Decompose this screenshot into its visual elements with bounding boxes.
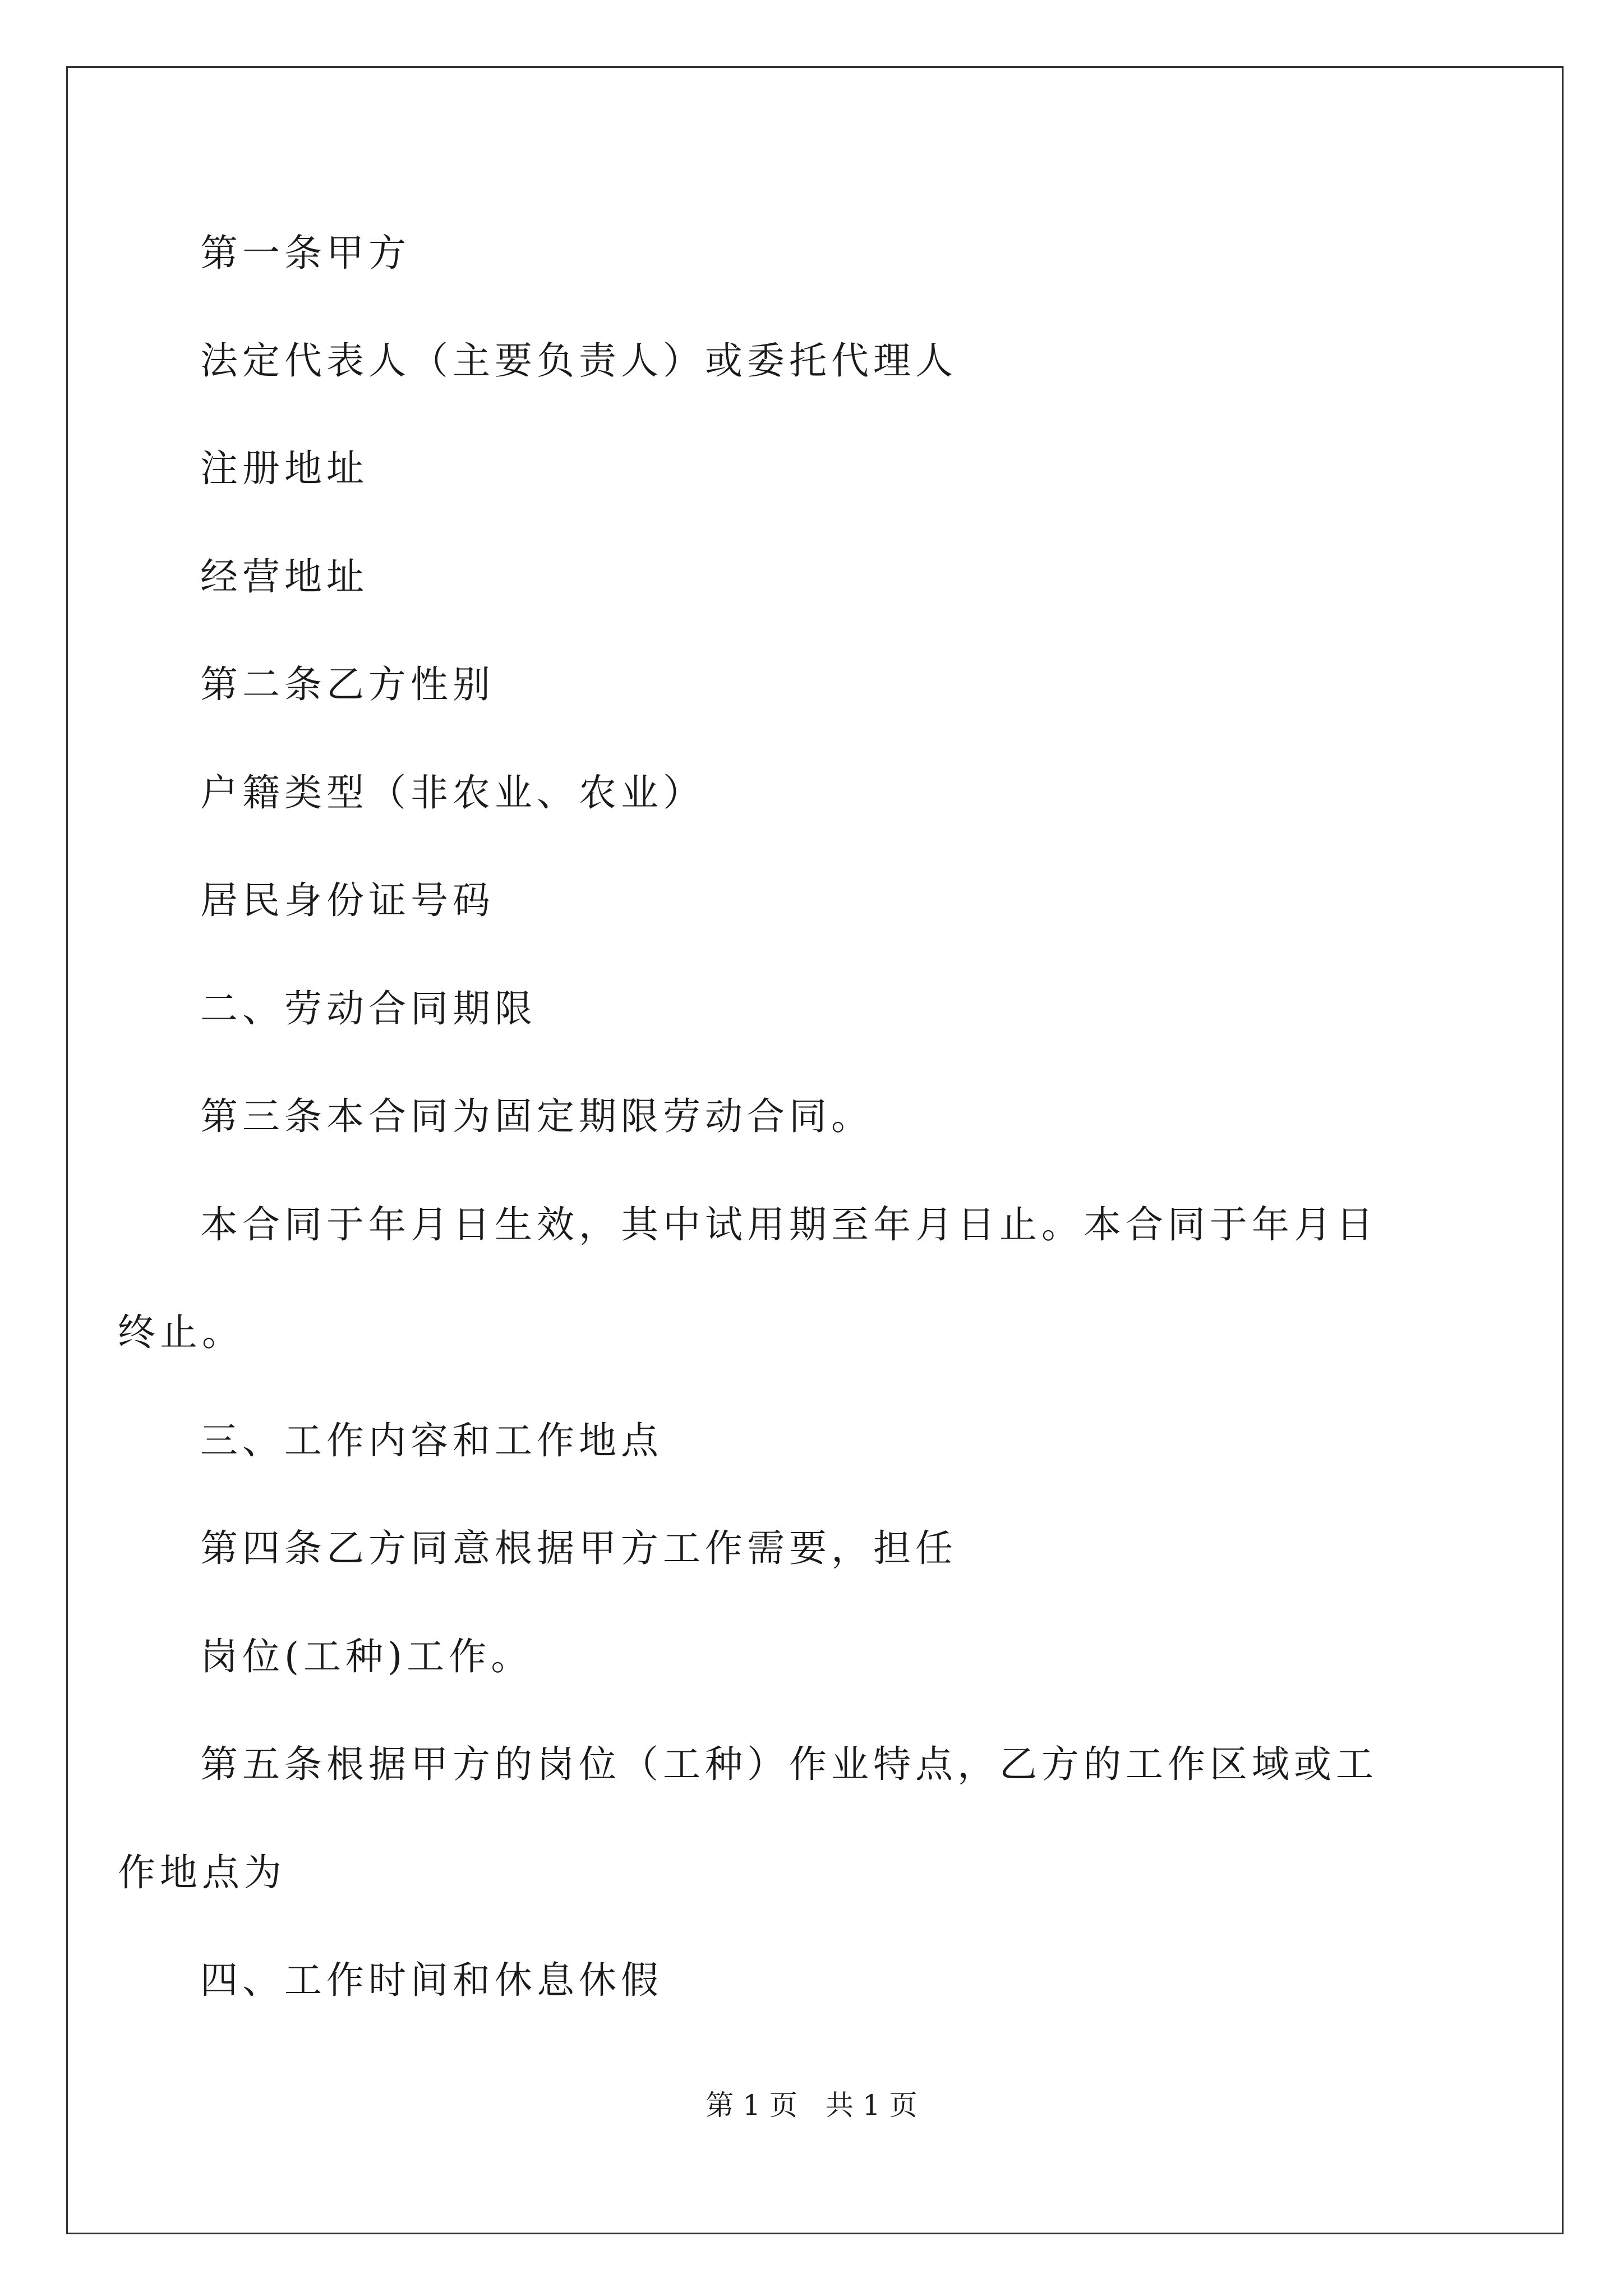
paragraph: 经营地址 — [200, 555, 368, 599]
paragraph: 第三条本合同为固定期限劳动合同。 — [200, 1094, 873, 1138]
paragraph: 第一条甲方 — [200, 231, 411, 275]
paragraph-continuation: 终止。 — [118, 1310, 244, 1354]
page-number: 第 1 页 — [706, 2089, 797, 2122]
section-heading: 四、工作时间和休息休假 — [200, 1958, 663, 2002]
section-heading: 二、劳动合同期限 — [200, 987, 537, 1030]
paragraph: 第四条乙方同意根据甲方工作需要，担任 — [200, 1526, 957, 1570]
paragraph: 居民身份证号码 — [200, 878, 495, 922]
paragraph: 注册地址 — [200, 447, 368, 490]
paragraph: 法定代表人（主要负责人）或委托代理人 — [200, 339, 957, 383]
paragraph: 第五条根据甲方的岗位（工种）作业特点，乙方的工作区域或工 — [200, 1742, 1378, 1786]
page-footer — [0, 2089, 1623, 2122]
paragraph: 户籍类型（非农业、农业） — [200, 771, 705, 815]
paragraph-continuation: 作地点为 — [118, 1851, 286, 1894]
page-frame — [66, 66, 1564, 2234]
page-total: 共 1 页 — [826, 2089, 917, 2122]
section-heading: 三、工作内容和工作地点 — [200, 1419, 663, 1462]
paragraph: 岗位(工种)工作。 — [200, 1635, 533, 1678]
paragraph: 本合同于年月日生效，其中试用期至年月日止。本合同于年月日 — [200, 1203, 1378, 1246]
paragraph: 第二条乙方性别 — [200, 662, 495, 706]
